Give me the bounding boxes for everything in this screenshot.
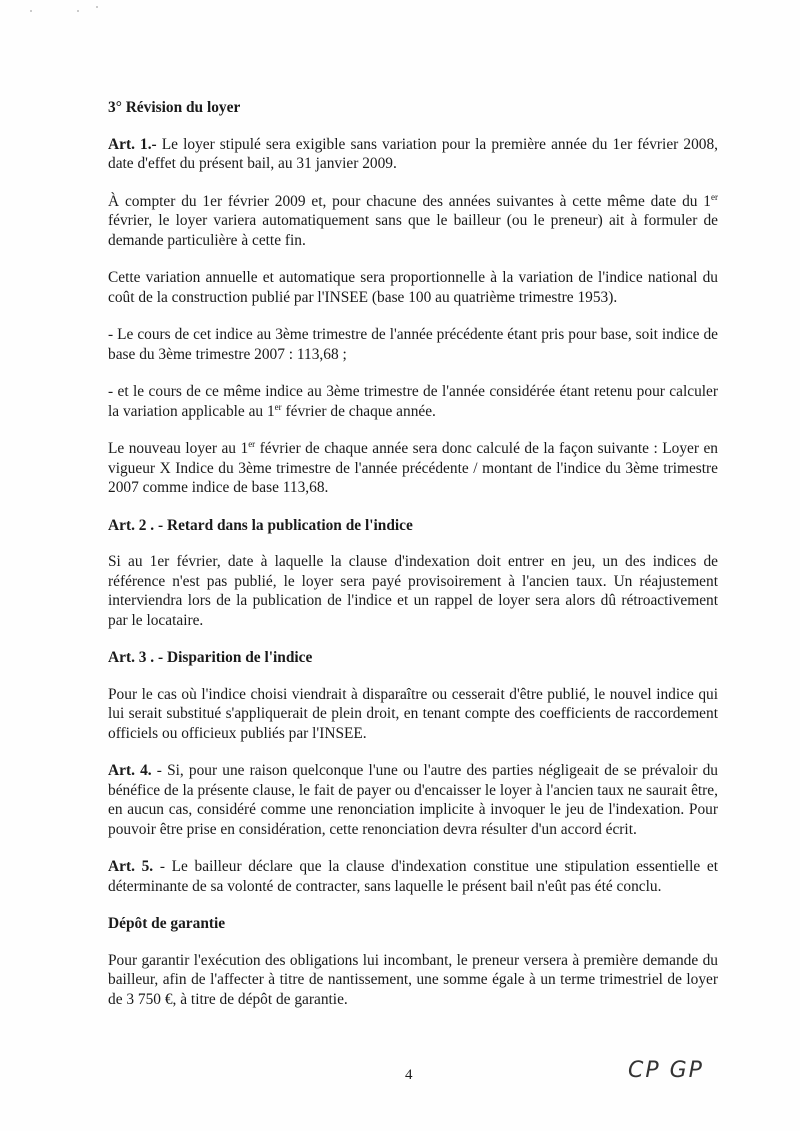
paragraph-text: février de chaque année.	[281, 402, 436, 420]
scan-speck	[77, 10, 79, 12]
paragraph-text: février, le loyer variera automatiquement sans que le bailleur (ou le preneur) ait à formuler de demande particulière à cette fin.	[108, 212, 718, 249]
article-5-label: Art. 5.	[108, 858, 154, 875]
article-5-text: - Le bailleur déclare que la clause d'indexation constitue une stipulation essentielle et déterminante de sa volonté de contracter, sans laquelle le présent bail n'eût pas été conclu.	[108, 858, 718, 895]
superscript: er	[711, 191, 718, 202]
article-5	[108, 857, 718, 896]
depot-text: Pour garantir l'exécution des obligations lui incombant, le preneur versera à première demande du bailleur, afin de l'affecter à titre de nantissement, une somme égale à un terme trimestriel de loyer de 3 750 €, à titre de dépôt de garantie.	[108, 951, 718, 1008]
scan-speck	[96, 6, 98, 8]
depot-heading: Dépôt de garantie	[108, 915, 226, 932]
paragraph-cours: - Le cours de cet indice au 3ème trimestre de l'année précédente étant pris pour base, soit indice de base du 3ème trimestre 2007 : 113,68 ;	[108, 326, 718, 363]
handwritten-initials: CP GP	[628, 1058, 704, 1083]
article-3-text: Pour le cas où l'indice choisi viendrait à disparaître ou cesserait d'être publié, le nouvel indice qui lui serait substitué s'appliquerait de plein droit, en tenant compte des coefficients de raccordement officiels ou officieux publiés par l'INSEE.	[108, 685, 718, 742]
page-number: 4	[405, 1067, 413, 1083]
paragraph-compter	[108, 192, 718, 251]
article-4-text: - Si, pour une raison quelconque l'une ou l'autre des parties négligeait de se prévaloir du bénéfice de la présente clause, le fait de payer ou d'encaisser le loyer à l'ancien taux ne saurait être, en aucun cas, considéré comme une renonciation implicite à invoquer le jeu de l'indexation. Pour pouvoir être prise en considération, cette renonciation devra résulter d'un accord écrit.	[108, 762, 718, 838]
article-2-text: Si au 1er février, date à laquelle la clause d'indexation doit entrer en jeu, un des indices de référence n'est pas publié, le loyer sera payé provisoirement à l'ancien taux. Un réajustement interviendra lors de la publication de l'indice et un rappel de loyer sera alors dû rétroactivement par le locataire.	[108, 553, 718, 629]
article-4	[108, 761, 718, 839]
section-title: 3° Révision du loyer	[108, 99, 241, 116]
paragraph-text: - et le cours de ce même indice au 3ème trimestre de l'année considérée étant retenu pour calculer la variation applicable au 1	[108, 383, 718, 420]
article-1	[108, 135, 718, 174]
article-1-text: Le loyer stipulé sera exigible sans variation pour la première année du 1er février 2008, date d'effet du présent bail, au 31 janvier 2009.	[108, 135, 718, 172]
paragraph-text: À compter du 1er février 2009 et, pour chacune des années suivantes à cette même date du 1	[108, 192, 711, 210]
scan-speck	[30, 10, 32, 12]
paragraph-text: février de chaque année sera donc calculé de la façon suivante : Loyer en vigueur X Indice du 3ème trimestre de l'année précédente / montant de l'indice du 3ème trimestre 2007 comme indice de base 113,68.	[108, 440, 718, 496]
paragraph-nouveau-loyer	[108, 439, 718, 498]
article-2-heading: Art. 2 . - Retard dans la publication de l'indice	[108, 516, 413, 534]
document-body	[108, 98, 718, 1027]
paragraph-meme-indice	[108, 382, 718, 421]
article-4-label: Art. 4.	[108, 762, 152, 779]
superscript: er	[274, 401, 282, 412]
article-1-label: Art. 1.-	[108, 135, 157, 153]
paragraph-text: Le nouveau loyer au 1	[108, 440, 249, 457]
superscript: er	[248, 438, 256, 449]
article-3-heading: Art. 3 . - Disparition de l'indice	[108, 649, 313, 666]
paragraph-variation: Cette variation annuelle et automatique sera proportionnelle à la variation de l'indice national du coût de la construction publié par l'INSEE (base 100 au quatrième trimestre 1953).	[108, 269, 718, 306]
